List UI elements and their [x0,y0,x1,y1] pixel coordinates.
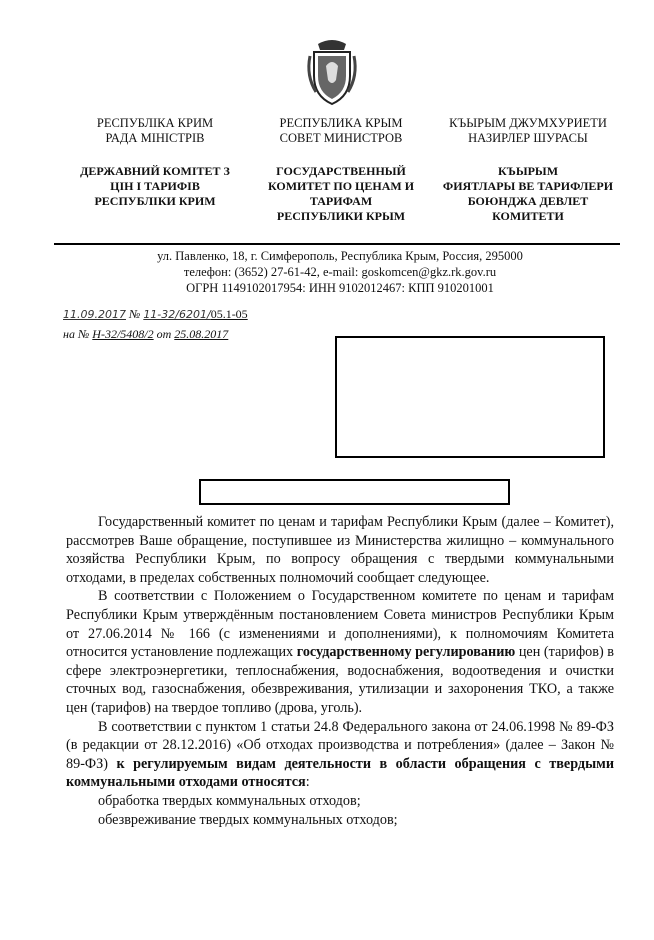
council-name: СОВЕТ МИНИСТРОВ [279,131,403,145]
header-column-ukrainian [60,116,250,209]
committee-name-line: РЕСПУБЛИКИ КРЫМ [276,209,406,223]
bold-phrase: к регулируемым видам деятельности в области обращения с твердыми коммунальными отходами относятся [66,755,614,791]
coat-of-arms-emblem [304,36,360,106]
outgoing-reference [63,307,248,322]
committee-name-line: ТАРИФАМ [309,194,373,208]
committee-name-line: РЕСПУБЛІКИ КРИМ [94,194,216,208]
list-item: обезвреживание твердых коммунальных отходов; [98,811,398,828]
outgoing-date: 11.09.2017 [63,308,126,321]
committee-name-line: ФИЯТЛАРЫ ВЕ ТАРИФЛЕРИ [442,179,614,193]
outgoing-number-handwritten: 11-32/6201/ [143,308,211,321]
committee-name-line: ДЕРЖАВНИЙ КОМІТЕТ З [80,164,230,178]
header-column-crimean-tatar [428,116,628,224]
paragraph: В соответствии с пунктом 1 статьи 24.8 Федерального закона от 24.06.1998 № 89-ФЗ (в редакции от 28.12.2016) «Об отходах производства и потребления» (далее – Закон № 89-ФЗ) к регулируемым видам деятельности в области обращения с твердыми коммунальными отходами относятся: [66,718,614,791]
registration-line: ОГРН 1149102017954: ИНН 9102012467: КПП 910201001 [186,281,494,295]
republic-name: РЕСПУБЛІКА КРИМ [96,116,214,130]
incoming-reference [63,327,228,341]
republic-name: КЪЫРЫМ ДЖУМХУРИЕТИ [449,116,607,130]
committee-name-line: КОМИТЕТИ [492,209,564,223]
republic-name: РЕСПУБЛИКА КРЫМ [279,116,403,130]
address-block [60,248,620,296]
council-name: НАЗИРЛЕР ШУРАСЫ [468,131,588,145]
council-name: РАДА МІНІСТРІВ [105,131,205,145]
contact-line: телефон: (3652) 27-61-42, e-mail: goskomcen@gkz.rk.gov.ru [183,265,497,279]
committee-name-line: КЪЫРЫМ [497,164,559,178]
header-divider [54,243,620,245]
law-number: № 89-ФЗ [559,718,614,735]
paragraph: Государственный комитет по ценам и тарифам Республики Крым (далее – Комитет), рассмотрев Ваше обращение, поступившее из Министерства жилищно – коммунального хозяйства Республики Крым, по вопросу обращения с твердыми коммунальными отходами, в пределах собственных полномочий сообщает следующее. [66,514,614,586]
list-item: обработка твердых коммунальных отходов; [98,792,361,809]
header-column-russian [252,116,430,224]
number-label: № [128,307,141,321]
incoming-date: 25.08.2017 [174,327,229,341]
committee-name-line: ЦІН І ТАРИФІВ [110,179,200,193]
on-number-label: на № [63,327,90,341]
from-label: от [156,327,172,341]
outgoing-number-suffix: 05.1-05 [210,307,248,321]
committee-name-line: КОМИТЕТ ПО ЦЕНАМ И [267,179,415,193]
committee-name-line: БОЮНДЖА ДЕВЛЕТ [467,194,589,208]
paragraph: В соответствии с Положением о Государственном комитете по ценам и тарифам Республики Крым утверждённым постановлением Совета министров Республики Крым от 27.06.2014 № 166 (с изменениями и дополнениями), к полномочиям Комитета относится установление подлежащих государственному регулированию цен (тарифов) в сфере электроэнергетики, теплоснабжения, водоснабжения, водоотведения и очистки сточных вод, газоснабжения, обезвреживания, утилизации и захоронения ТКО, а также цен (тарифов) на твердое топливо (дрова, уголь). [66,588,615,716]
bold-phrase: государственному регулированию [296,644,516,661]
redacted-addressee-box [335,336,605,458]
letter-body [66,513,614,829]
incoming-number: Н-32/5408/2 [92,327,154,341]
address-line: ул. Павленко, 18, г. Симферополь, Республика Крым, Россия, 295000 [157,249,523,263]
redacted-salutation-box [199,479,510,505]
committee-name-line: ГОСУДАРСТВЕННЫЙ [276,164,406,178]
